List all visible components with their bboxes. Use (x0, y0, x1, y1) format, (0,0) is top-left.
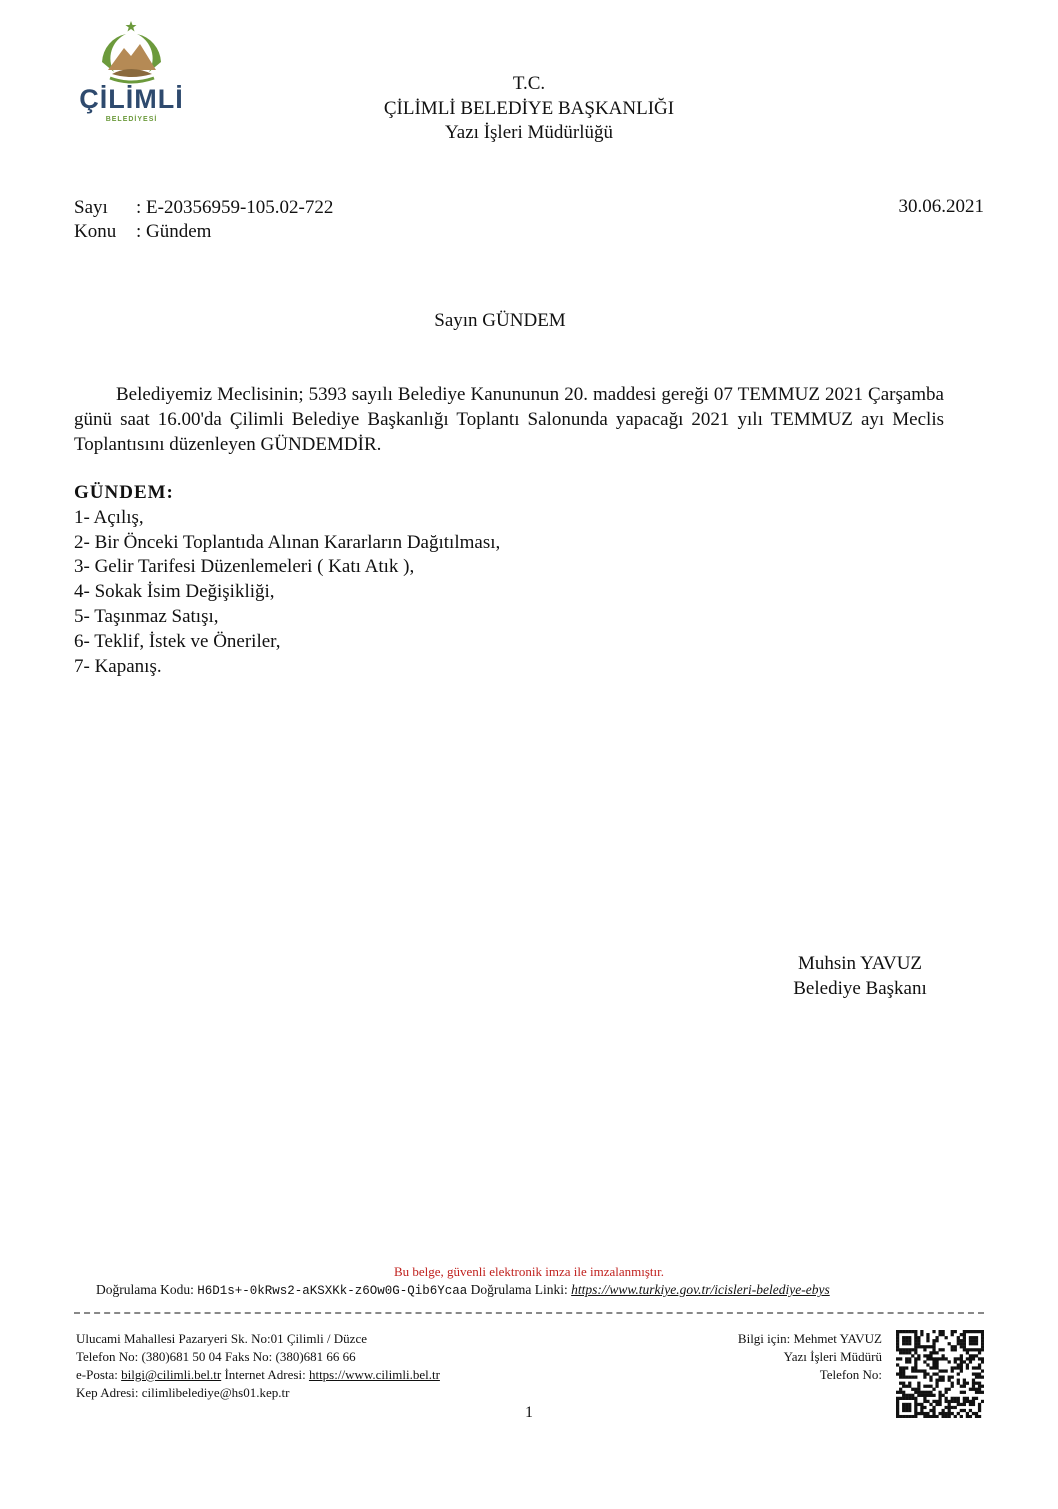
signature-block (760, 951, 960, 1001)
esign-note: Bu belge, güvenli elektronik imza ile imzalanmıştır. (393, 1264, 665, 1279)
contact-role: Yazı İşleri Müdürü (783, 1349, 882, 1364)
footer-divider (74, 1312, 984, 1314)
agenda-item: 3- Gelir Tarifesi Düzenlemeleri ( Katı Atık ), (74, 556, 415, 578)
header-department: Yazı İşleri Müdürlüğü (444, 122, 613, 143)
header-institution: ÇİLİMLİ BELEDİYE BAŞKANLIĞI (383, 98, 675, 119)
contact-info: Bilgi için: Mehmet YAVUZ (737, 1331, 882, 1346)
fax-label: Faks No: (224, 1349, 273, 1364)
agenda-item: 1- Açılış, (74, 506, 144, 528)
agenda-title: GÜNDEM: (74, 482, 174, 503)
logo-wordmark: ÇİLİMLİ (79, 84, 184, 114)
kep-value: cilimlibelediye@hs01.kep.tr (141, 1385, 290, 1400)
header-tc: T.C. (512, 73, 546, 94)
footer-email-web (76, 1366, 440, 1384)
contact-block (738, 1330, 882, 1384)
verification-link-label: Doğrulama Linki: (470, 1282, 568, 1297)
agenda (74, 481, 500, 679)
konu-label: Konu (74, 221, 117, 242)
agenda-item: 5- Taşınmaz Satışı, (74, 605, 219, 627)
web-link[interactable]: https://www.cilimli.bel.tr (308, 1367, 440, 1382)
page-number: 1 (525, 1404, 533, 1421)
verification-line (96, 1282, 830, 1298)
konu-value: : Gündem (136, 221, 212, 242)
phone-value: (380)681 50 04 (141, 1349, 222, 1364)
footer-phone-fax (76, 1348, 440, 1366)
footer-kep (76, 1384, 440, 1402)
signer-title: Belediye Başkanı (793, 978, 927, 999)
footer-address: Ulucami Mahallesi Pazaryeri Sk. No:01 Çilimli / Düzce (76, 1331, 367, 1346)
logo-subtitle: BELEDİYESİ (105, 116, 158, 123)
agenda-item: 7- Kapanış. (74, 655, 162, 677)
agenda-item: 4- Sokak İsim Değişikliği, (74, 581, 275, 603)
agenda-item: 2- Bir Önceki Toplantıda Alınan Kararların Dağıtılması, (74, 531, 501, 553)
konu-row (74, 220, 211, 244)
sayi-label: Sayı (74, 197, 108, 218)
verification-code: H6D1s+-0kRws2-aKSXKk-z6Ow0G-Qib6Ycaa (197, 1284, 468, 1298)
document-date: 30.06.2021 (898, 196, 984, 217)
agenda-item: 6- Teklif, İstek ve Öneriler, (74, 630, 281, 652)
web-label: İnternet Adresi: (224, 1367, 306, 1382)
email-label: e-Posta: (76, 1367, 118, 1382)
sayi-row (74, 196, 333, 220)
signer-name: Muhsin YAVUZ (797, 953, 923, 974)
email-link[interactable]: bilgi@cilimli.bel.tr (121, 1367, 222, 1382)
footer-address-block (76, 1330, 440, 1402)
verification-link[interactable]: https://www.turkiye.gov.tr/icisleri-belediye-ebys (571, 1282, 830, 1297)
verification-code-label: Doğrulama Kodu: (96, 1282, 194, 1297)
kep-label: Kep Adresi: (76, 1385, 139, 1400)
phone-label: Telefon No: (76, 1349, 139, 1364)
body-paragraph: Belediyemiz Meclisinin; 5393 sayılı Belediye Kanununun 20. maddesi gereği 07 TEMMUZ 2021 Çarşamba günü saat 16.00'da Çilimli Belediye Başkanlığı Toplantı Salonunda yapacağı 2021 yılı TEMMUZ ayı Meclis Toplantısını düzenleyen GÜNDEMDİR. (74, 384, 944, 455)
fax-value: (380)681 66 66 (275, 1349, 356, 1364)
contact-phone: Telefon No: (819, 1367, 882, 1382)
salutation: Sayın GÜNDEM (434, 310, 566, 331)
sayi-value: : E-20356959-105.02-722 (136, 197, 334, 218)
